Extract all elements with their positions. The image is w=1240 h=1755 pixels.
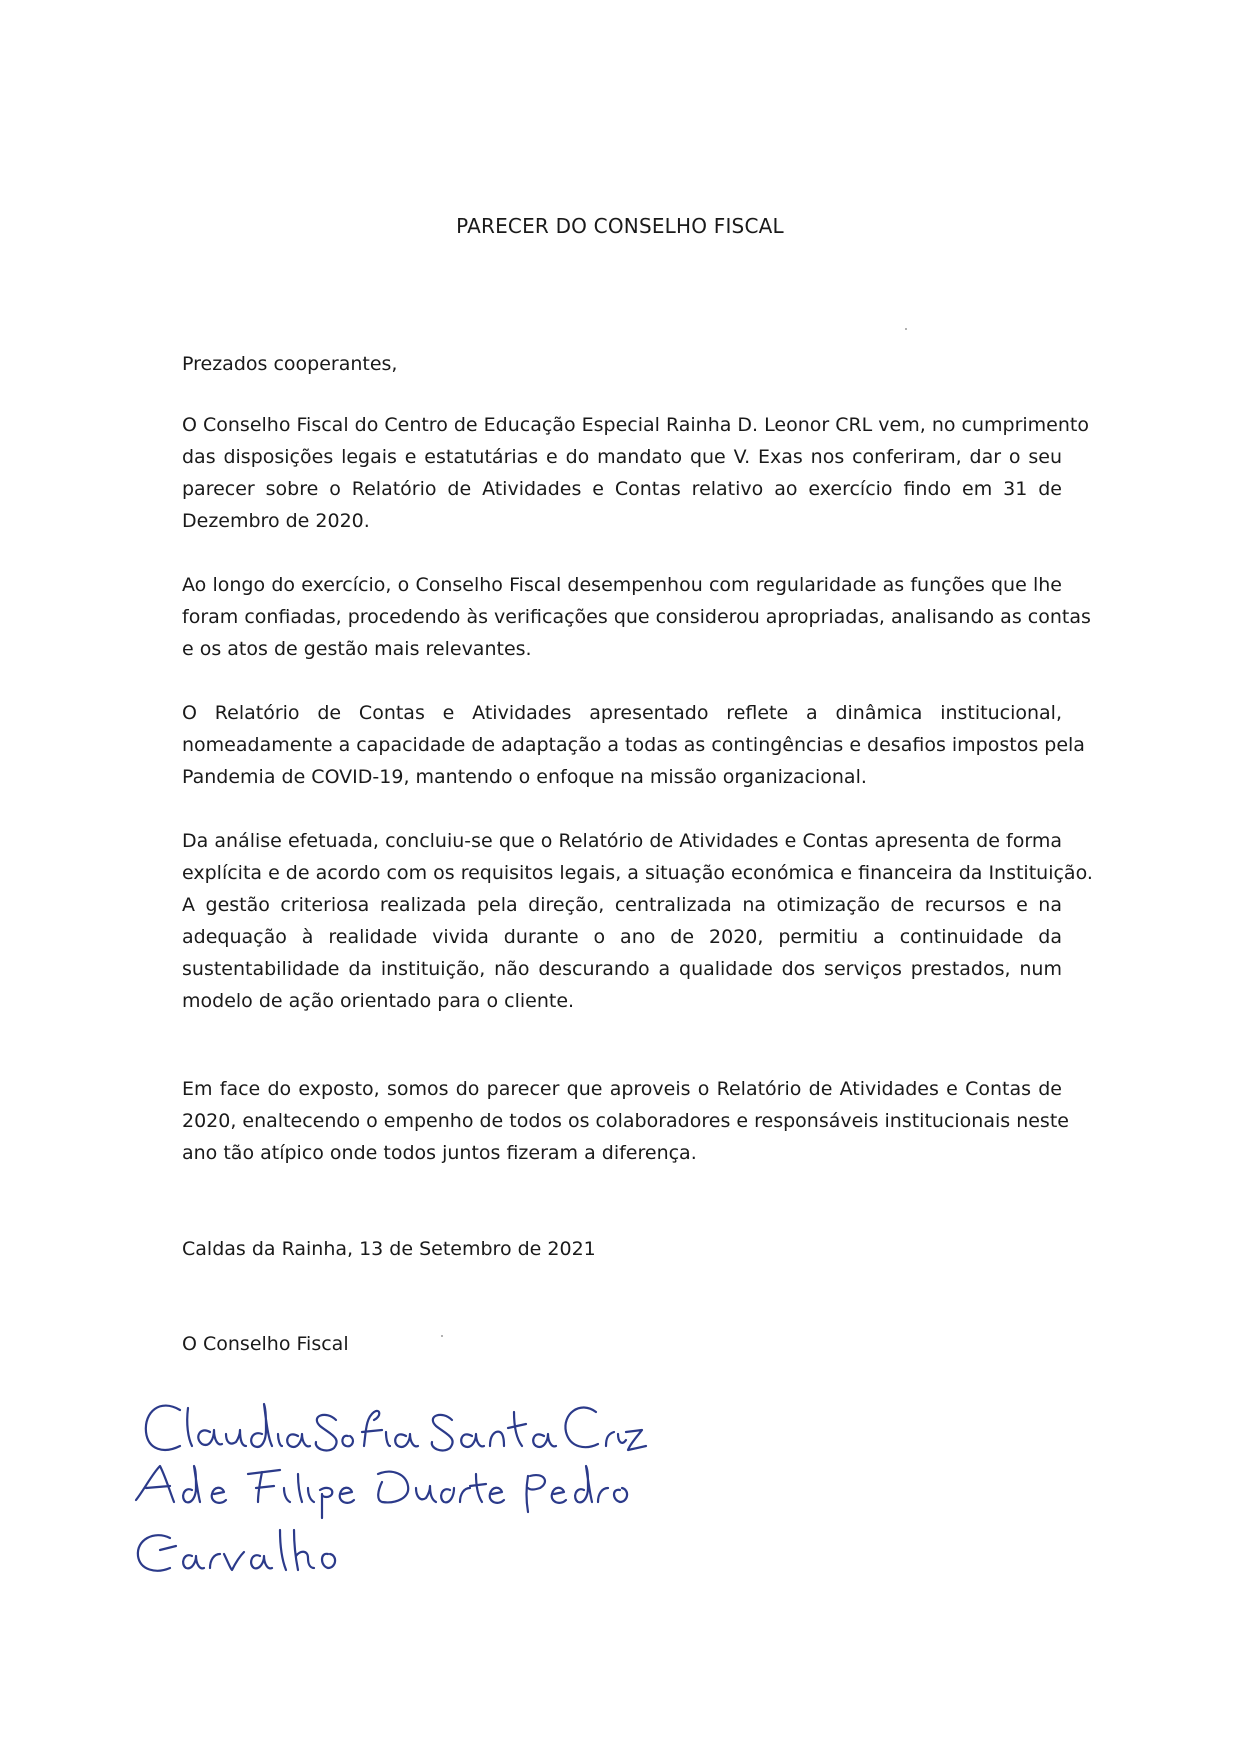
paragraph-1 — [182, 409, 1089, 537]
paragraph-2 — [182, 569, 1091, 665]
paragraph-line: 2020, enaltecendo o empenho de todos os colaboradores e responsáveis institucionais neste — [182, 1110, 1069, 1132]
paragraph-line: sustentabilidade da instituição, não descurando a qualidade dos serviços prestados, num — [182, 958, 1062, 980]
paragraph-line: das disposições legais e estatutárias e do mandato que V. Exas nos conferiram, dar o seu — [182, 446, 1062, 468]
paragraph-line: Em face do exposto, somos do parecer que aproveis o Relatório de Atividades e Contas de — [182, 1078, 1062, 1100]
paragraph-line: explícita e de acordo com os requisitos legais, a situação económica e financeira da Instituição. — [182, 862, 1093, 884]
greeting: Prezados cooperantes, — [182, 353, 398, 375]
paragraph-4 — [182, 825, 1093, 1017]
paragraph-line: O Relatório de Contas e Atividades apresentado reflete a dinâmica institucional, — [182, 702, 1062, 724]
closing-signoff: O Conselho Fiscal — [182, 1333, 349, 1355]
signature-line-1 — [146, 1404, 646, 1450]
paragraph-line: parecer sobre o Relatório de Atividades e Contas relativo ao exercício findo em 31 de — [182, 478, 1062, 500]
paragraph-line: modelo de ação orientado para o cliente. — [182, 990, 575, 1012]
paragraph-line: Dezembro de 2020. — [182, 510, 370, 532]
signature-line-2 — [136, 1466, 627, 1518]
signature-drawing — [130, 1390, 650, 1610]
place-date: Caldas da Rainha, 13 de Setembro de 2021 — [182, 1238, 596, 1260]
paragraph-line: adequação à realidade vivida durante o ano de 2020, permitiu a continuidade da — [182, 926, 1062, 948]
scan-speck — [905, 328, 907, 330]
paragraph-line: ano tão atípico onde todos juntos fizeram a diferença. — [182, 1142, 697, 1164]
paragraph-line: nomeadamente a capacidade de adaptação a todas as contingências e desafios impostos pela — [182, 734, 1085, 756]
document-title: PARECER DO CONSELHO FISCAL — [456, 214, 784, 238]
paragraph-line: O Conselho Fiscal do Centro de Educação Especial Rainha D. Leonor CRL vem, no cumprimento — [182, 414, 1089, 436]
handwritten-signature — [130, 1390, 650, 1610]
paragraph-line: Da análise efetuada, concluiu-se que o Relatório de Atividades e Contas apresenta de forma — [182, 830, 1062, 852]
paragraph-3 — [182, 697, 1085, 793]
paragraph-line: foram confiadas, procedendo às verificações que considerou apropriadas, analisando as contas — [182, 606, 1091, 628]
scan-speck — [441, 1335, 443, 1337]
paragraph-line: A gestão criteriosa realizada pela direção, centralizada na otimização de recursos e na — [182, 894, 1062, 916]
signature-line-3 — [138, 1530, 335, 1571]
paragraph-line: e os atos de gestão mais relevantes. — [182, 638, 532, 660]
paragraph-5 — [182, 1073, 1069, 1169]
paragraph-line: Ao longo do exercício, o Conselho Fiscal desempenhou com regularidade as funções que lhe — [182, 574, 1062, 596]
paragraph-line: Pandemia de COVID-19, mantendo o enfoque na missão organizacional. — [182, 766, 867, 788]
